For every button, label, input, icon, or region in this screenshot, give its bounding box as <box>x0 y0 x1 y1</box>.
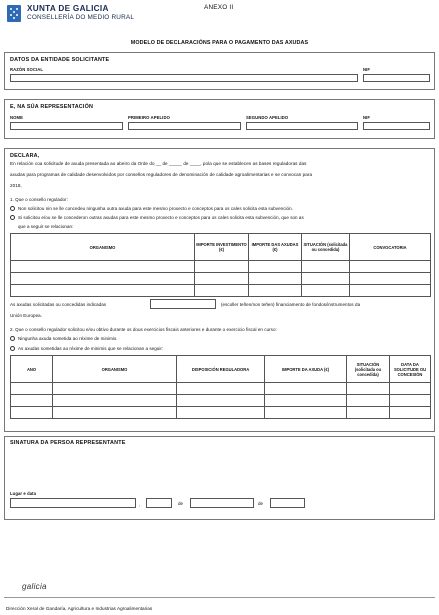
place-field[interactable] <box>10 498 136 508</box>
second-surname-field[interactable] <box>246 122 358 130</box>
declaration-intro-line3: 2018, <box>10 183 22 188</box>
representative-section-title: E, NA SÚA REPRESENTACIÓN <box>10 104 94 110</box>
table2-header-year: ANO <box>11 356 53 383</box>
table-row <box>11 407 431 419</box>
question-2-title: 2. Que o consello regulador solicitou e/ou obtivo durante os dous exercicios fiscais anteriores e durante o exercicio fiscal en curso: <box>10 327 277 332</box>
day-field[interactable] <box>146 498 172 508</box>
annex-label: ANEXO II <box>204 4 234 11</box>
eu-funding-choice-field[interactable] <box>150 299 216 309</box>
table1-header-call: CONVOCATORIA <box>350 234 431 261</box>
declaration-intro-line1: En relación coa solicitude de axuda presentada ao abeiro da Orde do __ de _____ de ____, pola que se establecen as bases reguladoras das <box>10 161 307 166</box>
q1-other-aid-radio[interactable] <box>10 215 15 220</box>
table2-header-organism: ORGANISMO <box>53 356 177 383</box>
eu-funding-text-line2: Unión Europea. <box>10 313 42 318</box>
representative-nif-field[interactable] <box>363 122 430 130</box>
eu-funding-text-b: (escoller teñen/non teñen) financiamento de fondos/instrumentos da <box>221 302 361 307</box>
name-label: NOME <box>10 115 23 120</box>
q2-minimis-label: As axudas sometidas ao réxime de minimis que se relacionan a seguir: <box>18 346 164 351</box>
business-name-label: RAZÓN SOCIAL <box>10 67 44 72</box>
question-1-title: 1. Que o consello regulador: <box>10 197 68 202</box>
entity-nif-label: NIF <box>363 67 371 72</box>
table2-header-aid-amount: IMPORTE DA AXUDA (€) <box>265 356 347 383</box>
declaration-intro-line2: axudas para programas de calidade desenvolvidos por consellos reguladores de denominación de calidade agroalimentarias e se convocan para <box>10 172 313 177</box>
org-name: XUNTA DE GALICIA <box>27 4 109 13</box>
document-title: MODELO DE DECLARACIÓNS PARA O PAGAMENTO DAS AXUDAS <box>130 40 309 46</box>
second-surname-label: SEGUNDO APELIDO <box>246 115 289 120</box>
table1-header-status: SITUACIÓN (solicitada ou concedida) <box>302 234 350 261</box>
table2-header-regulation: DISPOSICIÓN REGULADORA <box>177 356 265 383</box>
dept-name: CONSELLERÍA DO MEDIO RURAL <box>27 14 135 21</box>
table-row <box>11 261 431 273</box>
table2-header-status: SITUACIÓN (solicitada ou concedida) <box>347 356 390 383</box>
xunta-logo-icon <box>7 5 21 22</box>
q1-no-aid-label: Non solicitou nin se lle concedeu ningunha outra axuda para este mesmo proxecto e conceptos para os cales solicita esta subvención. <box>18 206 293 211</box>
table2-header-date: DATA DA SOLICITUDE OU CONCESIÓN <box>390 356 431 383</box>
declaration-title: DECLARA, <box>10 153 40 159</box>
q2-no-minimis-radio[interactable] <box>10 336 15 341</box>
q1-other-aid-label-line1: Si solicitou e/ou se lle concederon outras axudas para este mesmo proxecto e conceptos para os cales solicita esta subvención, que son as <box>18 215 304 220</box>
q2-no-minimis-label: Ningunha axuda sometida ao réxime de minimis. <box>18 336 118 341</box>
q2-minimis-radio[interactable] <box>10 346 15 351</box>
first-surname-field[interactable] <box>128 122 241 130</box>
month-field[interactable] <box>190 498 254 508</box>
table-row <box>11 273 431 285</box>
minimis-aid-table <box>10 355 431 419</box>
table1-header-aid-amount: IMPORTE DAS AXUDAS (€) <box>249 234 302 261</box>
signature-section-title: SINATURA DA PERSOA REPRESENTANTE <box>10 440 126 446</box>
year-field[interactable] <box>270 498 305 508</box>
q1-no-aid-radio[interactable] <box>10 206 15 211</box>
place-date-label: Lugar e data <box>10 491 37 496</box>
business-name-field[interactable] <box>10 74 358 82</box>
comma-separator: , <box>139 502 141 507</box>
table1-header-organism: ORGANISMO <box>11 234 195 261</box>
de-label-2: de <box>258 501 264 506</box>
eu-funding-text-a: As axudas solicitadas ou concedidas indicadas <box>10 302 107 307</box>
footer-divider <box>4 597 435 598</box>
first-surname-label: PRIMEIRO APELIDO <box>128 115 170 120</box>
q1-other-aid-label-line2: que a seguir se relacionan: <box>18 224 74 229</box>
galicia-footer-logo: galicia <box>22 582 47 591</box>
entity-section-title: DATOS DA ENTIDADE SOLICITANTE <box>10 57 110 63</box>
table1-header-investment: IMPORTE INVESTIMENTO (€) <box>195 234 249 261</box>
table-row <box>11 383 431 395</box>
other-aid-table <box>10 233 431 297</box>
entity-nif-field[interactable] <box>363 74 430 82</box>
de-label-1: de <box>178 501 184 506</box>
table-row <box>11 395 431 407</box>
footer-directorate: Dirección Xeral de Gandaría, Agricultura e Industrias Agroalimentarias <box>6 606 153 611</box>
name-field[interactable] <box>10 122 123 130</box>
table-row <box>11 285 431 297</box>
representative-nif-label: NIF <box>363 115 371 120</box>
